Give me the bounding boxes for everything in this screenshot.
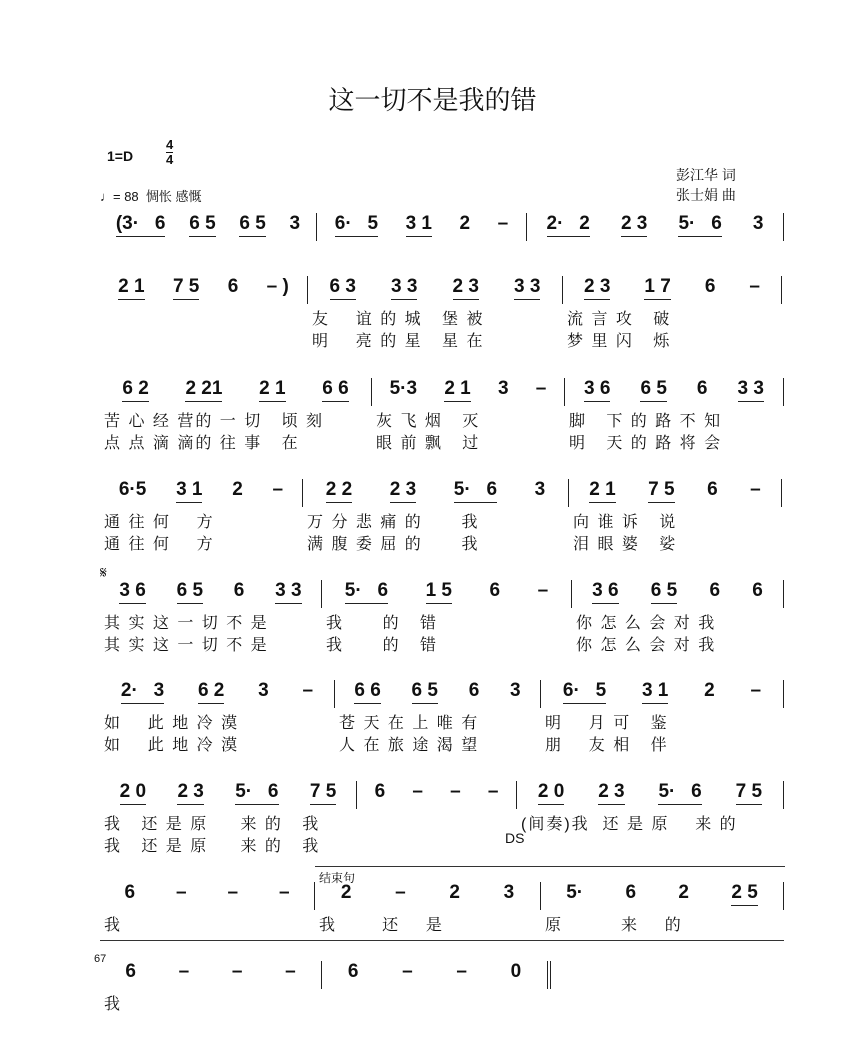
segno-sign: 𝄋	[100, 565, 107, 582]
ds-marking: DS	[505, 830, 525, 846]
note: –	[749, 276, 760, 297]
ending-bracket	[315, 866, 785, 867]
lyric	[322, 991, 551, 1014]
measure	[563, 276, 782, 304]
note: 3 6	[119, 580, 145, 604]
note: 6· 5	[335, 213, 378, 237]
lyric: 点 点 滴 滴的 往 事 在	[104, 435, 300, 452]
divider	[100, 940, 784, 941]
lyric: 我 还 是 原 来 的 我	[104, 838, 321, 855]
measure	[357, 781, 517, 809]
lyric: 我	[104, 917, 123, 934]
key-signature: 1=D	[107, 148, 134, 164]
note: 6	[125, 961, 136, 982]
note: 1 7	[644, 276, 670, 300]
note: 2 3	[598, 781, 624, 805]
note: – )	[266, 276, 289, 297]
lyric: 我 还 是	[319, 917, 444, 934]
note: 2 3	[584, 276, 610, 300]
lyric: 苍 天 在 上 唯 有	[339, 715, 480, 732]
note: 6 6	[322, 378, 348, 402]
note: 6	[752, 580, 763, 601]
note: 0	[510, 961, 522, 982]
note: 6 6	[354, 680, 380, 704]
note: 2 2	[326, 479, 352, 503]
lyric: 泪 眼 婆 娑	[573, 536, 678, 553]
note: 7 5	[310, 781, 336, 805]
note: 3 1	[406, 213, 432, 237]
measure	[303, 479, 569, 507]
measure	[317, 213, 527, 241]
lyrics-line	[100, 328, 784, 351]
note: –	[402, 961, 413, 982]
note: –	[456, 961, 467, 982]
note: 3 3	[391, 276, 417, 300]
note: 6	[468, 680, 480, 701]
note: –	[175, 882, 187, 903]
note: 3 3	[275, 580, 301, 604]
note: 2 3	[621, 213, 647, 237]
lyric	[517, 833, 784, 856]
note: 6 5	[412, 680, 438, 704]
note: 6 3	[330, 276, 356, 300]
measure	[100, 378, 372, 406]
lyric: 眼 前 飘 过	[376, 435, 481, 452]
note: 6 2	[198, 680, 224, 704]
note: 2	[340, 882, 352, 903]
note: 2 5	[731, 882, 757, 906]
measure	[572, 580, 784, 608]
measure	[322, 961, 551, 989]
note: 5· 6	[678, 213, 721, 237]
note: 6· 5	[563, 680, 606, 704]
note: 2 1	[444, 378, 470, 402]
note: 2	[449, 882, 460, 903]
lyric: 你 怎 么 会 对 我	[576, 615, 717, 632]
notes-row	[100, 580, 784, 608]
grace-notes: 67	[94, 953, 107, 965]
lyric: 如 此 地 冷 漠	[104, 737, 240, 754]
note: 2	[678, 882, 689, 903]
note: –	[750, 680, 762, 701]
note: 6	[625, 882, 637, 903]
lyrics-line	[100, 912, 784, 935]
expression: 惆怅 感慨	[145, 189, 202, 204]
note: 2 0	[120, 781, 146, 805]
note: 6	[709, 580, 721, 601]
note: 6	[489, 580, 501, 601]
note: 3 3	[738, 378, 764, 402]
note: 2 1	[118, 276, 144, 300]
note: 6 5	[640, 378, 666, 402]
note: 6 5	[239, 213, 265, 237]
lyrics-line	[100, 430, 784, 453]
notes-row	[100, 781, 784, 809]
note: (3· 6	[116, 213, 166, 237]
note: 2 21	[185, 378, 222, 402]
note: –	[231, 961, 243, 982]
note: 3	[534, 479, 546, 500]
note: 6	[227, 276, 239, 297]
lyrics-line	[100, 732, 784, 755]
notes-row	[100, 276, 784, 304]
note: 5· 6	[235, 781, 278, 805]
measure	[100, 961, 322, 989]
note: 6·5	[118, 479, 147, 500]
note: 6	[707, 479, 718, 500]
lyrics-line	[100, 991, 784, 1014]
note: 3 1	[176, 479, 202, 503]
lyric: 你 怎 么 会 对 我	[576, 637, 717, 654]
note: –	[227, 882, 239, 903]
note: –	[535, 378, 547, 399]
lyric: 我	[104, 996, 123, 1013]
lyric: 明 天 的 路 将 会	[569, 435, 723, 452]
note: 3	[258, 680, 269, 701]
notes-row	[100, 479, 784, 507]
measure	[100, 479, 303, 507]
measure	[527, 213, 784, 241]
notes-row	[100, 961, 784, 989]
note: –	[278, 882, 290, 903]
note: –	[750, 479, 761, 500]
lyric: 满 腹 委 屈 的 我	[307, 536, 480, 553]
lyric: 朋 友 相 伴	[545, 737, 669, 754]
note: 2 1	[259, 378, 285, 402]
lyric	[357, 833, 517, 856]
lyrics-line	[100, 408, 784, 431]
lyric: 流 言 攻 破	[567, 311, 672, 328]
note: 5·3	[389, 378, 418, 399]
lyric: 通 往 何 方	[104, 536, 215, 553]
note: 6	[374, 781, 386, 802]
note: 2· 2	[547, 213, 590, 237]
lyric: 梦 里 闪 烁	[567, 333, 672, 350]
measure	[308, 276, 563, 304]
lyrics-line	[100, 531, 784, 554]
note: 3	[497, 378, 509, 399]
lyric: (间奏)我 还 是 原 来 的	[521, 816, 738, 833]
note: 5·	[566, 882, 584, 903]
lyric: 人 在 旅 途 渴 望	[339, 737, 480, 754]
measure	[565, 378, 784, 406]
lyric	[100, 306, 308, 329]
measure	[541, 680, 784, 708]
note: 3	[289, 213, 301, 234]
note: –	[450, 781, 461, 802]
measure	[100, 580, 322, 608]
note: 2	[459, 213, 471, 234]
note: 6 5	[177, 580, 203, 604]
note: –	[178, 961, 190, 982]
note: 3	[752, 213, 764, 234]
lyrics-line	[100, 306, 784, 329]
lyric: 万 分 悲 痛 的 我	[307, 514, 480, 531]
note: 6	[124, 882, 136, 903]
lyric: 我 还 是 原 来 的 我	[104, 816, 321, 833]
lyric: 原 来 的	[545, 917, 683, 934]
notes-row	[100, 680, 784, 708]
lyric: 脚 下 的 路 不 知	[569, 413, 723, 430]
note: –	[285, 961, 296, 982]
measure	[315, 882, 541, 910]
lyrics-line	[100, 509, 784, 532]
lyric	[100, 328, 308, 351]
note: 2 1	[589, 479, 615, 503]
note: –	[537, 580, 549, 601]
measure	[100, 882, 315, 910]
lyrics-line	[100, 610, 784, 633]
credits	[676, 165, 736, 205]
lyric: 如 此 地 冷 漠	[104, 715, 240, 732]
note: 3 6	[592, 580, 618, 604]
measure	[335, 680, 541, 708]
note: 7 5	[173, 276, 199, 300]
notes-row	[100, 882, 784, 910]
note: 7 5	[648, 479, 674, 503]
note: –	[302, 680, 314, 701]
lyric: 我 的 错	[326, 615, 439, 632]
lyric: 友 谊 的 城 堡 被	[312, 311, 485, 328]
note: –	[395, 882, 406, 903]
lyric: 灰 飞 烟 灭	[376, 413, 481, 430]
note: 5· 6	[658, 781, 701, 805]
note: 3 1	[642, 680, 668, 704]
time-top: 4	[166, 137, 174, 152]
lyric: 其 实 这 一 切 不 是	[104, 615, 269, 632]
note: 3 3	[514, 276, 540, 300]
note: –	[412, 781, 423, 802]
lyric: 明 月 可 鉴	[545, 715, 669, 732]
note: 2· 3	[121, 680, 164, 704]
measure	[100, 276, 308, 304]
lyric: 向 谁 诉 说	[573, 514, 678, 531]
note: 6	[347, 961, 359, 982]
note: 2 3	[177, 781, 203, 805]
lyric: 我 的 错	[326, 637, 439, 654]
measure	[322, 580, 572, 608]
measure	[372, 378, 565, 406]
note: 7 5	[736, 781, 762, 805]
note: 2 3	[390, 479, 416, 503]
measure	[100, 213, 317, 241]
note: –	[497, 213, 509, 234]
lyric: 苦 心 经 营的 一 切 顷 刻	[104, 413, 325, 430]
note: 2 3	[453, 276, 479, 300]
note: 3 6	[584, 378, 610, 402]
note: 2 0	[538, 781, 564, 805]
note: 6 2	[122, 378, 148, 402]
lyric	[357, 811, 517, 834]
note: 6	[704, 276, 716, 297]
lyrics-line	[100, 632, 784, 655]
note: 6	[696, 378, 708, 399]
notes-row	[100, 378, 784, 406]
note: 2	[704, 680, 715, 701]
time-signature	[166, 138, 173, 167]
lyrics-line	[100, 811, 784, 834]
measure	[100, 781, 357, 809]
measure	[517, 781, 784, 809]
note: 6 5	[189, 213, 215, 237]
note: 5· 6	[345, 580, 388, 604]
note: 6	[233, 580, 245, 601]
lyrics-line	[100, 833, 784, 856]
notes-row	[100, 213, 784, 241]
note: 3	[510, 680, 521, 701]
lyric: 其 实 这 一 切 不 是	[104, 637, 269, 654]
tempo: ♩= 88	[100, 189, 139, 204]
note: –	[487, 781, 499, 802]
measure	[541, 882, 784, 910]
tempo-marking	[100, 186, 202, 205]
ending-label: 结束句	[319, 871, 356, 885]
composer: 张士娟 曲	[676, 187, 736, 203]
note: 3	[503, 882, 515, 903]
note: 2	[232, 479, 243, 500]
measure	[569, 479, 782, 507]
time-bottom: 4	[166, 152, 174, 167]
lyricist: 彭江华 词	[676, 167, 736, 183]
note: 5· 6	[454, 479, 497, 503]
note: –	[272, 479, 284, 500]
note: 6 5	[651, 580, 677, 604]
song-title: 这一切不是我的错	[328, 85, 537, 115]
note: 1 5	[426, 580, 452, 604]
lyrics-line	[100, 710, 784, 733]
lyric: 明 亮 的 星 星 在	[312, 333, 485, 350]
lyric: 通 往 何 方	[104, 514, 215, 531]
measure	[100, 680, 335, 708]
